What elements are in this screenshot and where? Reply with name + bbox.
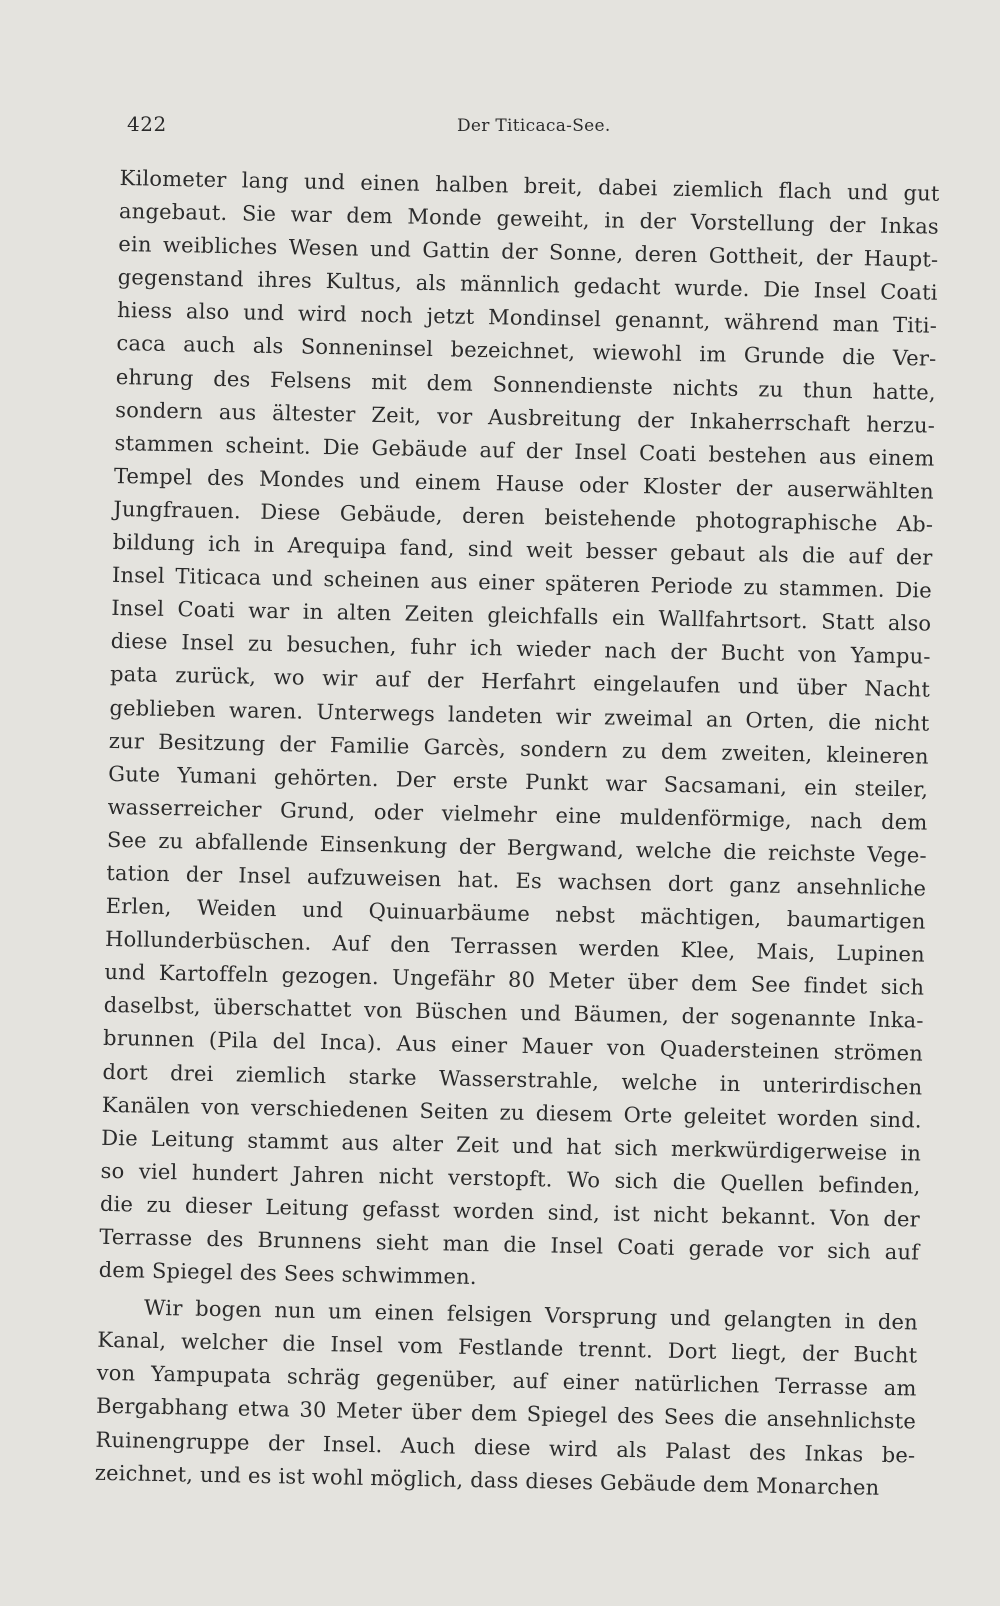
text-line: Gute Yumani gehörten. Der erste Punkt war Sacsamani, ein steiler, — [108, 761, 929, 802]
text-line: diese Insel zu besuchen, fuhr ich wieder nach der Bucht von Yampu- — [110, 629, 931, 669]
text-line: Tempel des Mondes und einem Hause oder Kloster der auserwählten — [113, 463, 935, 504]
text-line: und Kartoffeln gezogen. Ungefähr 80 Meter über dem See findet sich — [104, 960, 925, 1000]
text-line: Hollunderbüschen. Auf den Terrassen werden Klee, Mais, Lupinen — [104, 927, 926, 967]
text-line: ehrung des Felsens mit dem Sonnendienste nichts zu thun hatte, — [115, 364, 936, 405]
text-line: angebaut. Sie war dem Monde geweiht, in der Vorstellung der Inkas — [118, 199, 940, 239]
text-line: Kanälen von verschiedenen Seiten zu diesem Orte geleitet worden sind. — [101, 1092, 922, 1133]
text-line: stammen scheint. Die Gebäude auf der Insel Coati bestehen aus einem — [114, 430, 935, 471]
text-line: zur Besitzung der Familie Garcès, sondern zu dem zweiten, kleineren — [108, 728, 929, 769]
text-line: dort drei ziemlich starke Wasserstrahle, welche in unterirdischen — [102, 1059, 923, 1100]
text-line: wasserreicher Grund, oder vielmehr eine muldenförmige, nach dem — [107, 794, 928, 835]
text-line: dem Spiegel des Sees schwimmen. — [98, 1257, 478, 1290]
text-line: die zu dieser Leitung gefasst worden sind, ist nicht bekannt. Von der — [99, 1191, 921, 1232]
text-line: geblieben waren. Unterwegs landeten wir zweimal an Orten, die nicht — [109, 695, 930, 736]
text-line: Die Leitung stammt aus alter Zeit und hat sich merkwürdigerweise in — [101, 1125, 922, 1166]
text-line: Insel Coati war in alten Zeiten gleichfalls ein Wallfahrtsort. Statt also — [111, 596, 932, 636]
text-line: Terrasse des Brunnens sieht man die Insel Coati gerade vor sich auf — [99, 1224, 920, 1265]
text-line: Wir bogen nun um einen felsigen Vorsprung und gelangten in den — [143, 1295, 919, 1335]
paragraph-2 — [95, 1291, 919, 1505]
text-line: hiess also und wird noch jetzt Mondinsel genannt, während man Titi- — [116, 298, 938, 339]
text-line: sondern aus ältester Zeit, vor Ausbreitung der Inkaherrschaft herzu- — [115, 397, 936, 438]
text-line: Ruinengruppe der Insel. Auch diese wird als Palast des Inkas be- — [95, 1427, 916, 1468]
page-number: 422 — [127, 112, 167, 136]
text-line: Kanal, welcher die Insel vom Festlande trennt. Dort liegt, der Bucht — [97, 1328, 918, 1368]
text-line: caca auch als Sonneninsel bezeichnet, wiewohl im Grunde die Ver- — [116, 331, 937, 372]
text-line: daselbst, überschattet von Büschen und Bäumen, der sogenannte Inka- — [103, 993, 924, 1033]
text-line: gegenstand ihres Kultus, als männlich gedacht wurde. Die Insel Coati — [117, 265, 938, 305]
text-line: pata zurück, wo wir auf der Herfahrt eingelaufen und über Nacht — [109, 662, 931, 703]
text-line: Kilometer lang und einen halben breit, dabei ziemlich flach und gut — [119, 165, 940, 206]
text-line: bildung ich in Arequipa fand, sind weit besser gebaut als die auf der — [112, 529, 933, 570]
page-header — [127, 112, 637, 142]
text-line: tation der Insel aufzuweisen hat. Es wachsen dort ganz ansehnliche — [106, 860, 927, 901]
text-line: zeichnet, und es ist wohl möglich, dass dieses Gebäude dem Monarchen — [94, 1460, 880, 1500]
paragraph-1 — [98, 162, 939, 1303]
text-line: Bergabhang etwa 30 Meter über dem Spiegel des Sees die ansehnlichste — [95, 1394, 917, 1434]
text-line: so viel hundert Jahren nicht verstopft. Wo sich die Quellen befinden, — [100, 1158, 921, 1199]
running-head: Der Titicaca-See. — [457, 116, 611, 136]
text-line: Erlen, Weiden und Quinuarbäume nebst mächtigen, baumartigen — [105, 893, 926, 934]
text-line: See zu abfallende Einsenkung der Bergwand, welche die reichste Vege- — [106, 827, 928, 868]
text-line: Jungfrauen. Diese Gebäude, deren beistehende photographische Ab- — [113, 496, 934, 537]
body-text — [95, 162, 940, 1505]
text-line: ein weibliches Wesen und Gattin der Sonne, deren Gottheit, der Haupt- — [118, 232, 939, 272]
text-line: brunnen (Pila del Inca). Aus einer Mauer von Quadersteinen strömen — [102, 1026, 924, 1067]
text-line: von Yampupata schräg gegenüber, auf einer natürlichen Terrasse am — [96, 1361, 917, 1401]
text-line: Insel Titicaca und scheinen aus einer späteren Periode zu stammen. Die — [111, 563, 933, 603]
